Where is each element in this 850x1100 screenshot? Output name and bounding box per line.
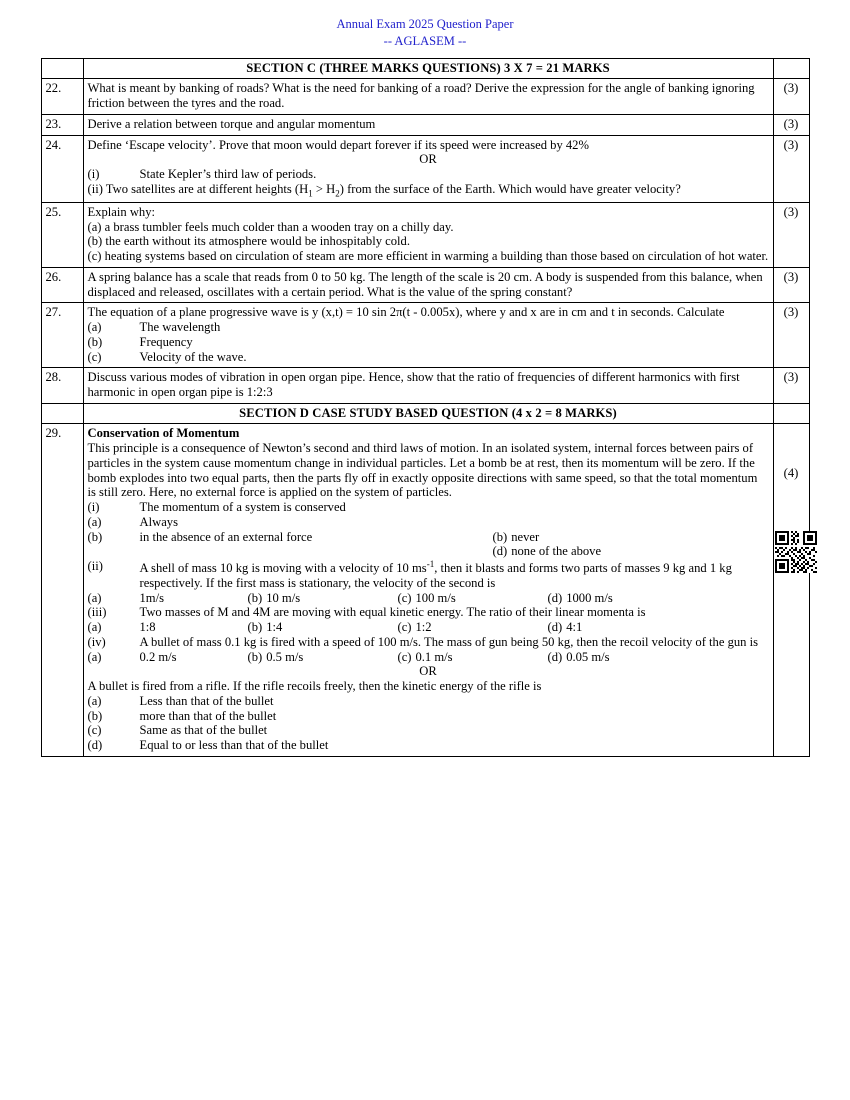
option xyxy=(493,544,602,559)
option-label: (a) xyxy=(87,620,102,635)
question-body xyxy=(83,368,773,403)
option-text: 10 m/s xyxy=(266,590,301,605)
section-d-left-cell xyxy=(41,403,83,424)
sub-item-label: (b) xyxy=(87,334,103,349)
option-row xyxy=(88,544,769,559)
option xyxy=(548,591,613,606)
question-number: 26. xyxy=(41,267,83,302)
sub-item-label: (c) xyxy=(87,349,102,364)
question-text: Define ‘Escape velocity’. Prove that moon would depart forever if its speed were increased by 42% xyxy=(87,137,589,152)
or-label: OR xyxy=(419,664,437,679)
table-row xyxy=(41,303,809,368)
case-item xyxy=(88,559,769,591)
table-row xyxy=(41,368,809,403)
sub-item-text: State Kepler’s third law of periods. xyxy=(139,167,317,182)
option xyxy=(548,650,610,665)
option-label: (b) xyxy=(87,529,103,544)
section-d-title: SECTION D CASE STUDY BASED QUESTION (4 x 2 = 8 MARKS) xyxy=(83,403,773,424)
question-text: What is meant by banking of roads? What is the need for banking of a road? Derive the expression for the angle of banking ignoring friction between the tyres and the road. xyxy=(87,81,755,111)
option-label: (c) xyxy=(397,649,412,664)
qr-code-icon xyxy=(775,531,817,573)
option xyxy=(248,620,398,635)
table-row xyxy=(41,79,809,114)
option-text: 1m/s xyxy=(139,590,164,605)
option-text: 1:2 xyxy=(415,620,432,635)
option-text: none of the above xyxy=(511,544,602,559)
case-item-label: (iv) xyxy=(87,634,106,649)
option-text: 0.05 m/s xyxy=(566,649,610,664)
option-text: more than that of the bullet xyxy=(139,708,277,723)
option-text: 1000 m/s xyxy=(566,590,613,605)
sub-item xyxy=(88,350,769,365)
option-label: (a) xyxy=(87,514,102,529)
option-text: never xyxy=(511,529,540,544)
question-number: 22. xyxy=(41,79,83,114)
question-table xyxy=(41,58,810,757)
header-subtitle: -- AGLASEM -- xyxy=(383,33,467,48)
question-body xyxy=(83,267,773,302)
option xyxy=(88,709,769,724)
case-study-body xyxy=(83,424,773,756)
sub-item-text: The wavelength xyxy=(139,320,221,335)
sub-item xyxy=(88,335,769,350)
option xyxy=(88,544,493,559)
option xyxy=(88,723,769,738)
option-text: 0.2 m/s xyxy=(139,649,177,664)
option xyxy=(88,515,178,530)
section-c-left-cell xyxy=(41,58,83,79)
question-number: 25. xyxy=(41,202,83,267)
question-marks xyxy=(773,424,809,756)
option-label: (d) xyxy=(547,620,563,635)
question-text: Explain why: xyxy=(87,204,156,219)
case-item xyxy=(88,500,769,515)
option xyxy=(398,650,548,665)
question-body xyxy=(83,114,773,135)
case-study-title: Conservation of Momentum xyxy=(87,426,240,441)
question-text: A spring balance has a scale that reads from 0 to 50 kg. The length of the scale is 20 cm. A body is suspended from this balance, when displaced and released, oscillates with a certain period. What is the value of the spring constant? xyxy=(87,269,763,299)
question-body xyxy=(83,303,773,368)
sub-item-text: Frequency xyxy=(139,334,193,349)
option-text: 100 m/s xyxy=(415,590,456,605)
sub-item-label: (a) xyxy=(87,320,102,335)
option-text: 0.5 m/s xyxy=(266,649,304,664)
question-marks: (3) xyxy=(773,114,809,135)
case-item-stem: The momentum of a system is conserved xyxy=(139,500,346,515)
option-row xyxy=(88,620,769,635)
option-label: (c) xyxy=(87,723,102,738)
option xyxy=(88,591,248,606)
option-label: (b) xyxy=(87,708,103,723)
sub-item xyxy=(88,167,769,182)
option xyxy=(398,591,548,606)
table-row xyxy=(41,267,809,302)
option xyxy=(493,530,540,545)
option-label: (a) xyxy=(87,649,102,664)
question-marks: (3) xyxy=(773,79,809,114)
table-row xyxy=(41,424,809,756)
question-text: Discuss various modes of vibration in open organ pipe. Hence, show that the ratio of frequencies of different harmonics with first harmonic in open organ pipe is 1:2:3 xyxy=(87,370,740,399)
section-c-title: SECTION C (THREE MARKS QUESTIONS) 3 X 7 = 21 MARKS xyxy=(83,58,773,79)
option-text: in the absence of an external force xyxy=(139,529,313,544)
option-label: (b) xyxy=(492,529,508,544)
option xyxy=(88,650,248,665)
table-row xyxy=(41,114,809,135)
option-text: Same as that of the bullet xyxy=(139,723,268,738)
question-number: 24. xyxy=(41,135,83,202)
document-header xyxy=(30,16,820,50)
option-text: Equal to or less than that of the bullet xyxy=(139,738,329,753)
option-label: (d) xyxy=(547,649,563,664)
case-item-label: (iii) xyxy=(87,605,107,620)
question-marks: (3) xyxy=(773,135,809,202)
case-item xyxy=(88,605,769,620)
question-body xyxy=(83,79,773,114)
option-text: Less than that of the bullet xyxy=(139,693,274,708)
question-text: Derive a relation between torque and angular momentum xyxy=(87,116,376,131)
question-line: (b) the earth without its atmosphere would be inhospitably cold. xyxy=(87,234,410,249)
option-label: (c) xyxy=(397,620,412,635)
case-item-label: (ii) xyxy=(87,559,103,574)
option xyxy=(88,620,248,635)
question-text: The equation of a plane progressive wave is y (x,t) = 10 sin 2π(t - 0.005x), where y and x are in cm and t in seconds. Calculate xyxy=(87,305,725,320)
question-number: 29. xyxy=(41,424,83,756)
option-text: Always xyxy=(139,514,178,529)
table-row xyxy=(41,58,809,79)
option-label: (b) xyxy=(247,590,263,605)
case-study-marks: (4) xyxy=(783,466,799,481)
question-marks: (3) xyxy=(773,202,809,267)
question-number: 28. xyxy=(41,368,83,403)
or-stem: A bullet is fired from a rifle. If the rifle recoils freely, then the kinetic energy of the rifle is xyxy=(87,679,542,694)
section-d-right-cell xyxy=(773,403,809,424)
option-label: (a) xyxy=(87,693,102,708)
sub-item-label: (i) xyxy=(87,167,100,182)
question-body xyxy=(83,135,773,202)
option-row xyxy=(88,515,769,530)
question-line: (c) heating systems based on circulation of steam are more efficient in warming a building than those based on circulation of hot water. xyxy=(87,249,769,264)
option-label: (a) xyxy=(87,590,102,605)
question-marks: (3) xyxy=(773,368,809,403)
option xyxy=(88,530,493,545)
option-label: (b) xyxy=(247,649,263,664)
question-number: 27. xyxy=(41,303,83,368)
option xyxy=(248,650,398,665)
option xyxy=(548,620,583,635)
case-item-stem: A shell of mass 10 kg is moving with a velocity of 10 $ms^{-1}$, then it blasts and forms two parts of masses 9 kg and 1 kg respectively. If the first mass is stationary, the velocity of the second is xyxy=(139,559,732,590)
option-label: (d) xyxy=(547,590,563,605)
option-text: 4:1 xyxy=(566,620,583,635)
or-label: OR xyxy=(419,152,437,167)
option-text: 1:4 xyxy=(266,620,283,635)
sub-item xyxy=(88,320,769,335)
case-item-stem: A bullet of mass 0.1 kg is fired with a speed of 100 m/s. The mass of gun being 50 kg, then the recoil velocity of the gun is xyxy=(139,634,759,649)
option-row xyxy=(88,650,769,665)
question-number: 23. xyxy=(41,114,83,135)
question-body xyxy=(83,202,773,267)
question-line: (a) a brass tumbler feels much colder than a wooden tray on a chilly day. xyxy=(87,219,454,234)
section-c-right-cell xyxy=(773,58,809,79)
option-label: (d) xyxy=(87,738,103,753)
option-row xyxy=(88,591,769,606)
header-title: Annual Exam 2025 Question Paper xyxy=(336,17,514,31)
option-row xyxy=(88,530,769,545)
table-row xyxy=(41,135,809,202)
option-text: 1:8 xyxy=(139,620,156,635)
table-row xyxy=(41,403,809,424)
question-marks: (3) xyxy=(773,267,809,302)
case-item-stem: Two masses of M and 4M are moving with equal kinetic energy. The ratio of their linear momenta is xyxy=(139,605,646,620)
sub-item-text: Velocity of the wave. xyxy=(139,349,247,364)
option xyxy=(248,591,398,606)
option-text: 0.1 m/s xyxy=(415,649,453,664)
case-item xyxy=(88,635,769,650)
option xyxy=(398,620,548,635)
table-row xyxy=(41,202,809,267)
option xyxy=(88,694,769,709)
case-item-label: (i) xyxy=(87,500,100,515)
option xyxy=(88,738,769,753)
sub-item-trailing: (ii) Two satellites are at different heights $(H_1 > H_2)$ from the surface of the Earth. Which would have greater velocity? xyxy=(87,181,681,199)
option-label: (d) xyxy=(492,544,508,559)
option-label: (c) xyxy=(397,590,412,605)
case-study-passage: This principle is a consequence of Newton’s second and third laws of motion. In an isolated system, internal forces between pairs of particles in the system cause momentum change in individual particles. Let a bomb be at rest, then its momentum will be zero. If the bomb explodes into two equal parts, then the parts fly off in exactly opposite directions with same speed, so that the total momentum is still zero. Here, no external force is applied on the system of particles. xyxy=(87,441,758,500)
option-label: (b) xyxy=(247,620,263,635)
question-marks: (3) xyxy=(773,303,809,368)
